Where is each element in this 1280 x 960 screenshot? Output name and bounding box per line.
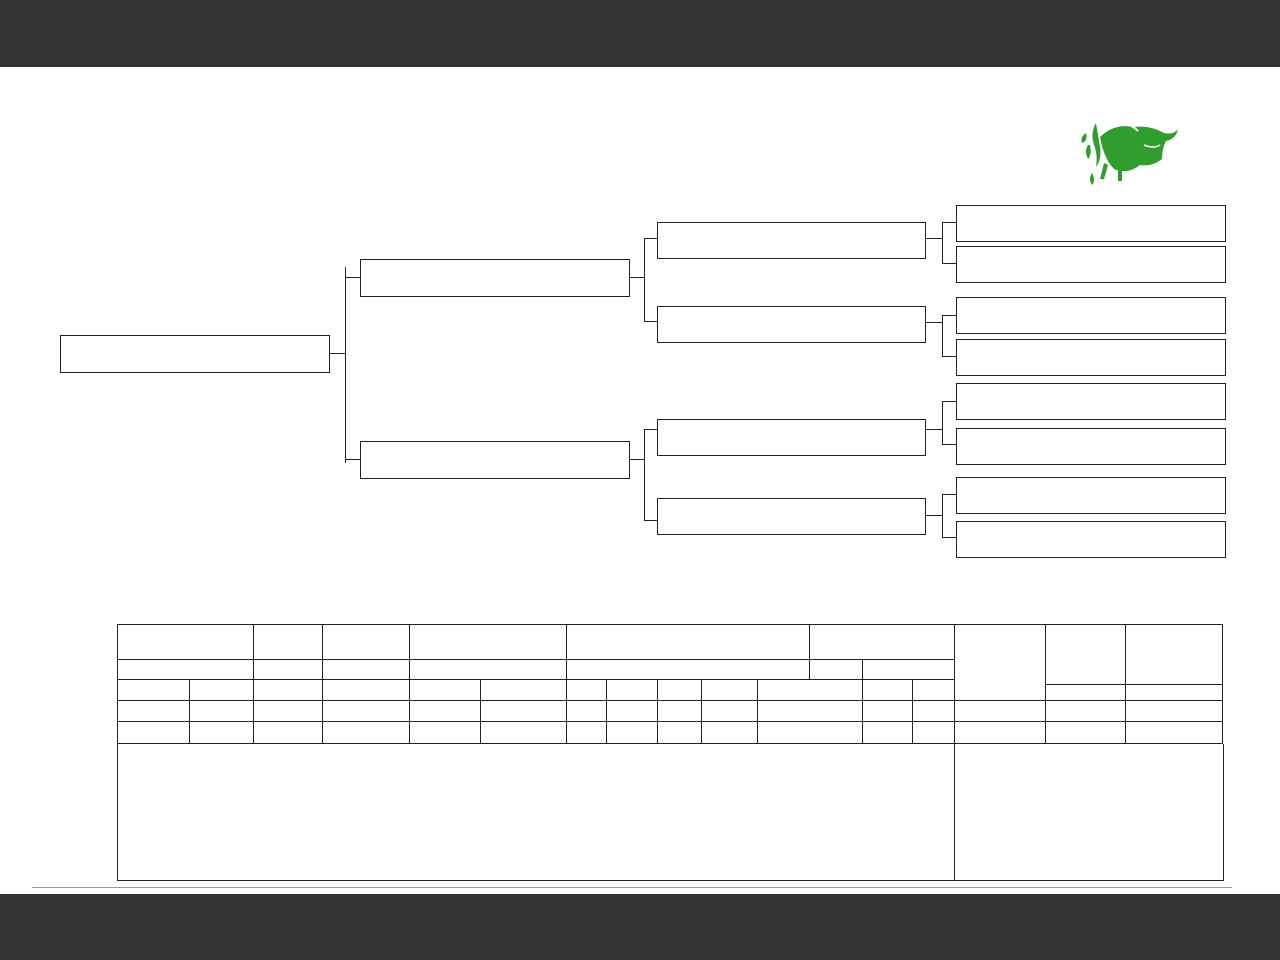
gp-dam-dam-box	[657, 498, 926, 535]
pedigree-page	[0, 67, 1280, 894]
dam-box	[360, 441, 630, 479]
breeder-remarks-box	[117, 744, 955, 881]
gp-dam-sire-box	[657, 419, 926, 456]
bottom-rule	[32, 887, 1232, 888]
ggp-box-2	[956, 246, 1226, 283]
gp-sire-dam-box	[657, 306, 926, 343]
ggp-box-1	[956, 205, 1226, 242]
ggp-box-7	[956, 477, 1226, 514]
nguni-logo	[1078, 93, 1214, 193]
right-info-box	[954, 744, 1224, 881]
ggp-box-8	[956, 521, 1226, 558]
ggp-box-5	[956, 383, 1226, 420]
gp-sire-sire-box	[657, 222, 926, 259]
qr-code-icon	[482, 328, 570, 402]
ggp-box-6	[956, 428, 1226, 465]
sire-box	[360, 259, 630, 297]
animal-box	[60, 335, 330, 373]
nguni-bull-icon	[1078, 93, 1214, 193]
ggp-box-3	[956, 297, 1226, 334]
ggp-box-4	[956, 339, 1226, 376]
